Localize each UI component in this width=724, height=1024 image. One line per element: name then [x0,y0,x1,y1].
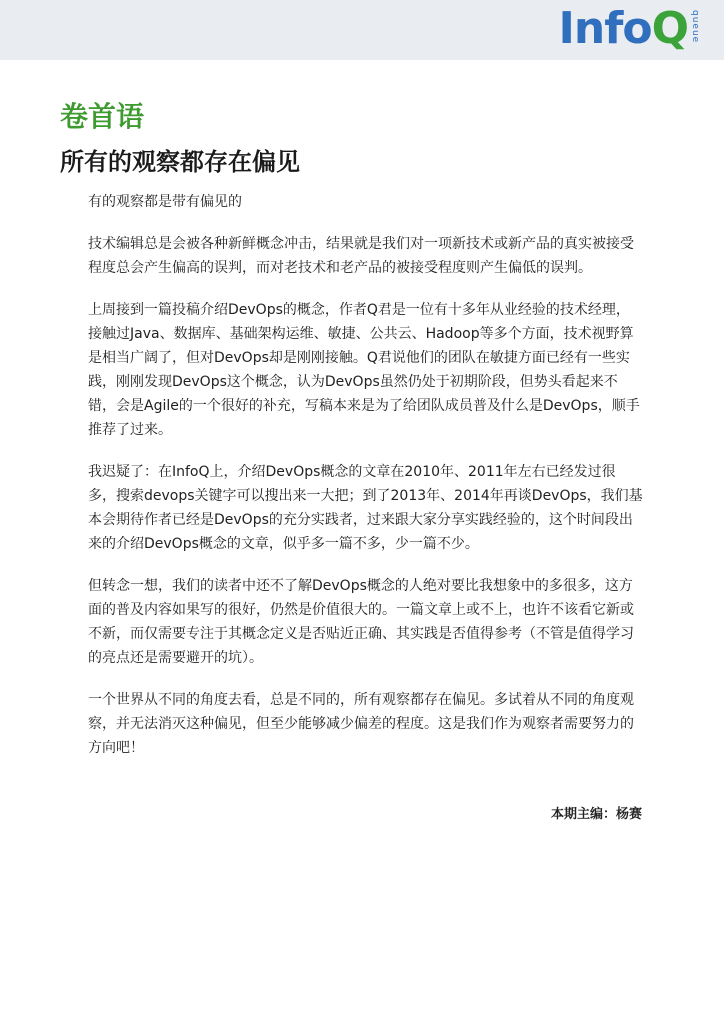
logo-q-text: Q [651,3,688,54]
editor-credit: 本期主编：杨赛 [550,807,642,822]
logo-info-text: Info [558,3,652,54]
logo-wordmark [559,4,688,54]
article-paragraph: 我迟疑了：在InfoQ上，介绍DevOps概念的文章在2010年、2011年左右已经发过很多，搜索devops关键字可以搜出来一大把；到了2013年、2014年再谈DevOps，我们基本会期待作者已经是DevOps的充分实践者，过来跟大家分享实践经验的，这个时间段出来的介绍DevOps概念的文章，似乎多一篇不多，少一篇不少。 [88,464,643,552]
article-paragraph: 但转念一想，我们的读者中还不了解DevOps概念的人绝对要比我想象中的多很多，这方面的普及内容如果写的很好，仍然是价值很大的。一篇文章上或不上，也许不该看它新或不新，而仅需要专注于其概念定义是否贴近正确、其实践是否值得参考（不管是值得学习的亮点还是需要避开的坑）。 [88,578,634,666]
article-paragraph: 一个世界从不同的角度去看，总是不同的，所有观察都存在偏见。多试着从不同的角度观察，并无法消灭这种偏见，但至少能够减少偏差的程度。这是我们作为观察者需要努力的方向吧！ [88,692,634,756]
infoq-logo[interactable] [559,4,700,54]
section-label: 卷首语 [60,100,145,133]
article-paragraph: 上周接到一篇投稿介绍DevOps的概念，作者Q君是一位有十多年从业经验的技术经理，接触过Java、数据库、基础架构运维、敏捷、公共云、Hadoop等多个方面，技术视野算是相当广阔了，但对DevOps却是刚刚接触。Q君说他们的团队在敏捷方面已经有一些实践，刚刚发现DevOps这个概念，认为DevOps虽然仍处于初期阶段，但势头看起来不错，会是Agile的一个很好的补充，写稿本来是为了给团队成员普及什么是DevOps，顺手推荐了过来。 [88,302,640,438]
article-lead: 有的观察都是带有偏见的 [88,194,242,210]
logo-queue-text: queue [690,10,700,44]
article-paragraph: 技术编辑总是会被各种新鲜概念冲击，结果就是我们对一项新技术或新产品的真实被接受程度总会产生偏高的误判，而对老技术和老产品的被接受程度则产生偏低的误判。 [88,236,634,276]
article-body [88,190,643,778]
article-title: 所有的观察都存在偏见 [60,148,300,176]
header-band [0,0,724,60]
